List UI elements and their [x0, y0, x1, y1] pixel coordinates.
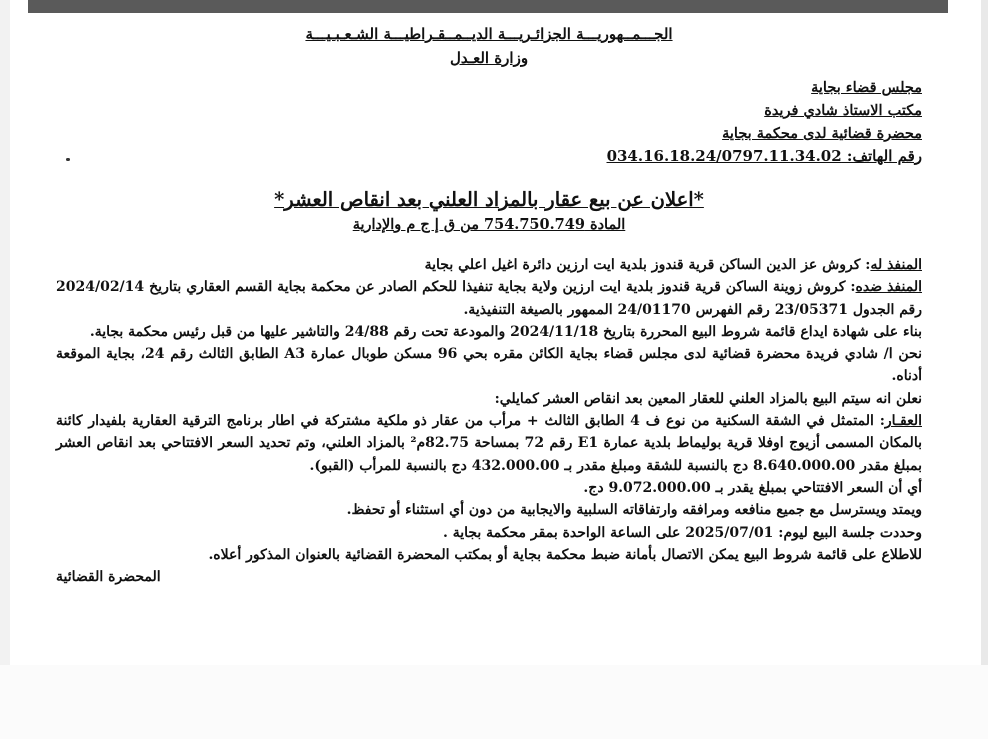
signature-line: المحضرة القضائية	[56, 569, 161, 586]
phone-value: 034.16.18.24/0797.11.34.02	[606, 147, 842, 165]
debtor-label: المنفذ ضده	[855, 279, 922, 296]
firm-name: مكتب الاستاذ شادي فريدة	[764, 102, 922, 119]
executor-text: : كروش عز الدين الساكن قرية قندوز بلدية ايت ارزين دائرة اغيل اعلي بجاية	[424, 257, 871, 273]
certificate-paragraph: بناء على شهادة ايداع قائمة شروط البيع المحررة بتاريخ 2024/11/18 والمودعة تحت رقم 24/88 والتاشير عليها من قبل رئيس محكمة بجاية.	[89, 323, 922, 340]
price-paragraph: أي أن السعر الافتتاحي بمبلغ يقدر بـ 9.072.000.00 دج.	[583, 479, 922, 496]
scan-left-edge	[0, 0, 10, 665]
notice-title: *اعلان عن بيع عقار بالمزاد العلني بعد انقاص العشر*	[274, 188, 704, 211]
bailiff-role: محضرة قضائية لدى محكمة بجاية	[722, 125, 922, 142]
document-page	[56, 22, 922, 588]
debtor-text: : كروش زوينة الساكن قرية قندوز بلدية ايت ارزين ولاية بجاية تنفيذا للحكم الصادر عن محكمة بجاية القسم العقاري بتاريخ 2024/02/14 رقم الجدول 23/05371 رقم الفهرس 24/01170 الممهور بالصيغة التنفيذية.	[56, 279, 922, 318]
phone-label: رقم الهاتف:	[841, 147, 922, 165]
republic-heading: الجـــمــهوريـــة الجزائـريـــة الديــمــقـراطيـــة الشـعـبـيـــة	[305, 25, 673, 43]
office-block	[56, 76, 922, 168]
extent-paragraph: ويمتد ويسترسل مع جميع منافعه ومرافقه وارتفاقاته السلبية والايجابية من دون أي استثناء أو تحفظ.	[346, 502, 922, 519]
announcement-paragraph: نعلن انه سيتم البيع بالمزاد العلني للعقار المعين بعد انقاص العشر كمايلي:	[494, 390, 922, 407]
session-paragraph: وحددت جلسة البيع ليوم: 2025/07/01 على الساعة الواحدة بمقر محكمة بجاية .	[442, 524, 922, 541]
scan-right-edge	[981, 0, 988, 665]
executor-paragraph	[56, 254, 922, 276]
info-paragraph: للاطلاع على قائمة شروط البيع يمكن الاتصال بأمانة ضبط محكمة بجاية أو بمكتب المحضرة القضائية بالعنوان المذكور أعلاه.	[208, 546, 922, 563]
bailiff-paragraph: نحن ا/ شادي فريدة محضرة قضائية لدى مجلس قضاء بجاية الكائن مقره بحي 96 مسكن طوبال عمارة A3 الطابق الثالث رقم 24، بجاية الموقعة أدناه.	[56, 346, 922, 385]
page-bottom-margin	[0, 665, 988, 739]
property-text: : المتمثل في الشقة السكنية من نوع ف 4 الطابق الثالث + مرأب من عقار ذو ملكية مشتركة في اطار برنامج الترقية العقارية بلفيدار كائنة بالمكان المسمى أزيوج اوفلا قرية بوليماط بلدية عمارة E1 رقم 72 بمساحة 82.75م² بالمزاد العلني، وتم تحديد السعر الافتتاحي بعد انقاص العشر بمبلغ مقدر 8.640.000.00 دج بالنسبة للشقة ومبلغ مقدر بـ 432.000.00 دج بالنسبة للمرأب (القبو).	[56, 413, 922, 474]
ministry-heading: وزارة العـدل	[449, 49, 529, 67]
notice-subtitle: المادة 754.750.749 من ق إ ج م والإدارية	[352, 216, 626, 233]
scan-top-bar	[28, 0, 948, 13]
notice-body	[56, 254, 922, 588]
phone-line	[56, 145, 922, 168]
executor-label: المنفذ له	[870, 257, 922, 273]
council-name: مجلس قضاء بجاية	[811, 79, 922, 96]
document-header	[56, 22, 922, 70]
property-paragraph	[56, 410, 922, 477]
property-label: العقـار	[884, 413, 922, 430]
debtor-paragraph	[56, 276, 922, 321]
